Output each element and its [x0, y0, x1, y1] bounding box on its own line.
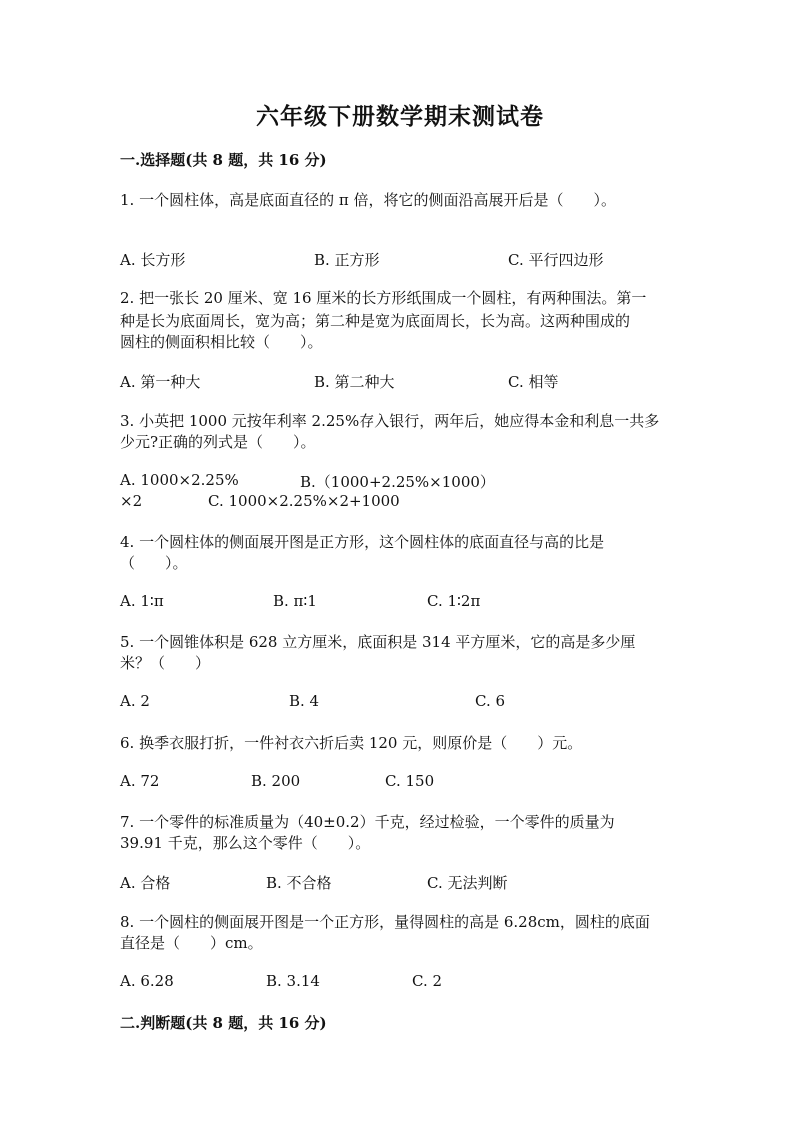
option-c: C. 150	[385, 772, 435, 790]
page-title: 六年级下册数学期末测试卷	[256, 103, 544, 130]
question-text-line: （ ）。	[120, 554, 188, 572]
option-a: A. 合格	[120, 874, 171, 892]
option-b-continued: ×2	[120, 492, 143, 510]
option-a: A. 6.28	[120, 972, 174, 990]
question-text-line: 米？（ ）	[120, 654, 211, 672]
option-c: C. 1∶2π	[427, 592, 481, 610]
option-a: A. 长方形	[120, 251, 186, 269]
option-c: C. 6	[475, 692, 506, 710]
option-b: B. 200	[251, 772, 301, 790]
question-text-line: 少元?正确的列式是（ ）。	[120, 433, 316, 451]
question-text-line: 5. 一个圆锥体积是 628 立方厘米，底面积是 314 平方厘米，它的高是多少厘	[120, 633, 636, 651]
option-c: C. 1000×2.25%×2+1000	[208, 492, 400, 510]
option-c: C. 平行四边形	[508, 251, 604, 269]
question-text-line: 圆柱的侧面积相比较（ ）。	[120, 333, 323, 351]
option-b: B. 不合格	[266, 874, 332, 892]
question-text-line: 3. 小英把 1000 元按年利率 2.25%存入银行，两年后，她应得本金和利息一共多	[120, 412, 660, 430]
question-text-line: 直径是（ ）cm。	[120, 934, 263, 952]
option-b: B. 3.14	[266, 972, 320, 990]
question-text-line: 1. 一个圆柱体，高是底面直径的 π 倍，将它的侧面沿高展开后是（ ）。	[120, 191, 616, 209]
option-b: B. π∶1	[273, 592, 317, 610]
option-c: C. 2	[412, 972, 443, 990]
section-heading-choice: 一.选择题(共 8 题，共 16 分)	[120, 151, 327, 169]
option-a: A. 72	[120, 772, 160, 790]
option-a: A. 1000×2.25%	[120, 471, 239, 489]
option-b: B. 4	[289, 692, 320, 710]
question-text-line: 8. 一个圆柱的侧面展开图是一个正方形，量得圆柱的高是 6.28cm，圆柱的底面	[120, 913, 650, 931]
option-b: B.（1000+2.25%×1000）	[300, 473, 495, 491]
option-a: A. 1∶π	[120, 592, 164, 610]
question-text-line: 2. 把一张长 20 厘米、宽 16 厘米的长方形纸围成一个圆柱，有两种围法。第一	[120, 289, 647, 307]
section-heading-judgement: 二.判断题(共 8 题，共 16 分)	[120, 1014, 327, 1032]
question-text-line: 种是长为底面周长，宽为高；第二种是宽为底面周长，长为高。这两种围成的	[120, 312, 631, 330]
option-a: A. 2	[120, 692, 150, 710]
question-text-line: 6. 换季衣服打折，一件衬衣六折后卖 120 元，则原价是（ ）元。	[120, 734, 583, 752]
question-text-line: 4. 一个圆柱体的侧面展开图是正方形，这个圆柱体的底面直径与高的比是	[120, 533, 605, 551]
option-b: B. 第二种大	[314, 373, 395, 391]
option-a: A. 第一种大	[120, 373, 201, 391]
question-text-line: 7. 一个零件的标准质量为（40±0.2）千克，经过检验，一个零件的质量为	[120, 813, 615, 831]
option-c: C. 无法判断	[427, 874, 508, 892]
question-text-line: 39.91 千克，那么这个零件（ ）。	[120, 834, 371, 852]
option-c: C. 相等	[508, 373, 559, 391]
option-b: B. 正方形	[314, 251, 380, 269]
